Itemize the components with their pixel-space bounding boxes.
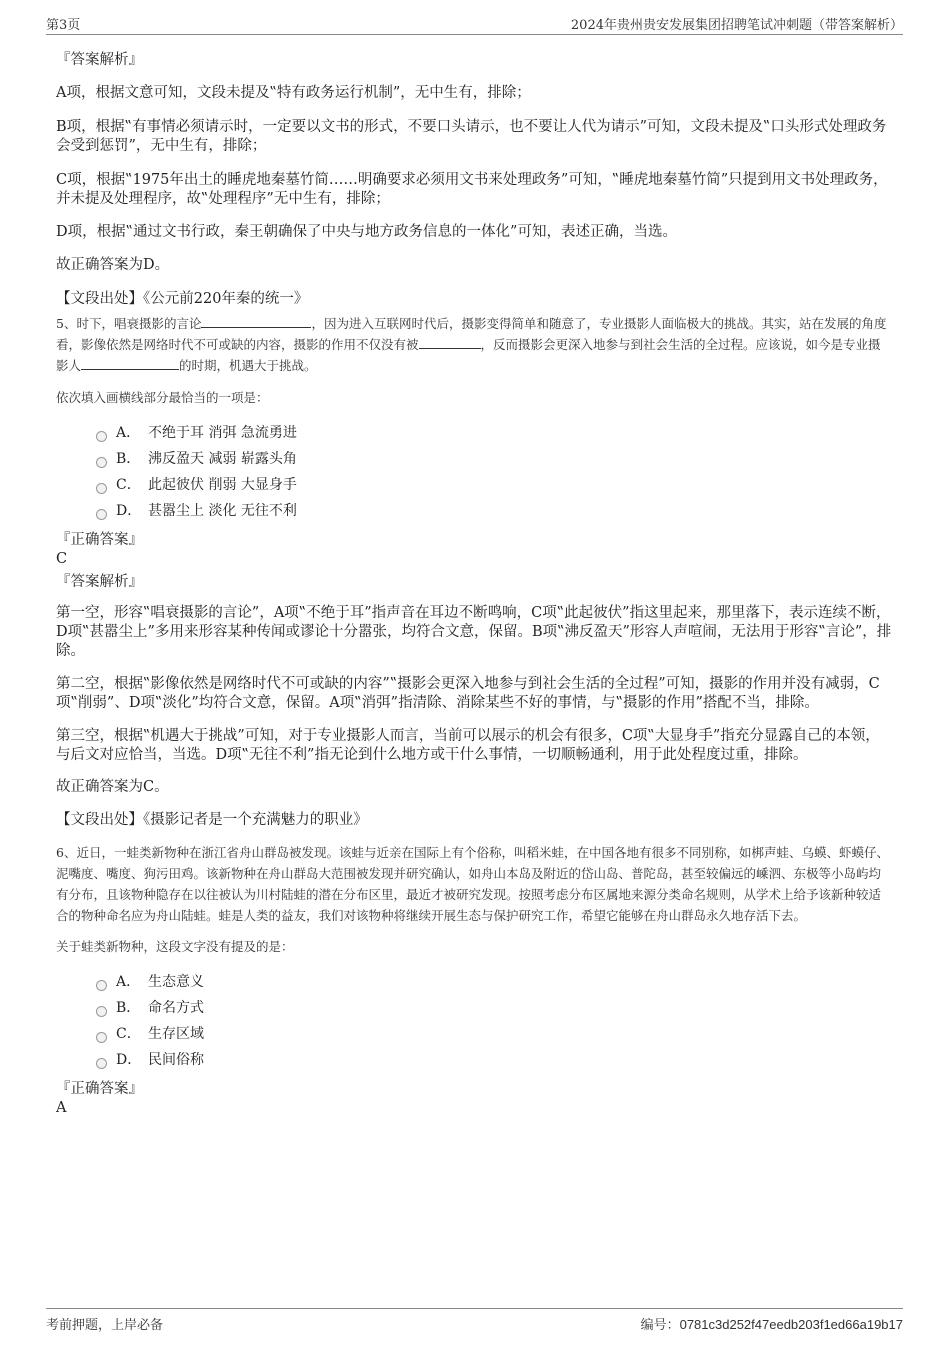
blank-1 (201, 315, 311, 328)
q4-analysis-c: C项，根据‟1975年出土的睡虎地秦墓竹简……明确要求必须用文书来处理政务”可知，‟睡虎地秦墓竹简”只提到用文书处理政务，并未提及处理程序，故‟处理程序”无中生有，排除； (56, 172, 888, 207)
q6-prompt: 关于蛙类新物种，这段文字没有提及的是： (56, 939, 294, 954)
q5-question-text: 5、时下，唱衰摄影的言论 ，因为进入互联网时代后，摄影变得简单和随意了，专业摄影人面临极大的挑战。其实，站在发展的角度看，影像依然是网络时代不可或缺的内容，摄影的作用不仅没有被 ，反而摄影会更深入地参与到社会生活的全过程。应该说，如今是专业摄影人 的时期，机遇大于挑战。 (56, 316, 887, 373)
document-body (56, 46, 892, 1117)
q5-analysis-1: 第一空，形容‟唱衰摄影的言论”，A项‟不绝于耳”指声音在耳边不断鸣响，C项‟此起彼伏”指这里起来，那里落下，表示连续不断，D项‟甚嚣尘上”多用来形容某种传闻或谬论十分嚣张，均符合文意，保留。B项‟沸反盈天”形容人声喧闹，无法用于形容‟言论”，排除。 (56, 605, 892, 659)
q4-analysis-d: D项，根据‟通过文书行政，秦王朝确保了中央与地方政务信息的一体化”可知，表述正确，当选。 (56, 224, 677, 240)
page-footer (0, 1308, 950, 1345)
blank-3 (81, 357, 179, 370)
radio-icon[interactable] (96, 483, 107, 494)
page-number: 第3页 (46, 18, 81, 33)
radio-icon[interactable] (96, 1058, 107, 1069)
q5-options (96, 420, 892, 524)
q5-prompt: 依次填入画横线部分最恰当的一项是： (56, 390, 269, 405)
q6-option-d[interactable]: D． 民间俗称 (96, 1047, 892, 1073)
q4-analysis-b: B项，根据‟有事情必须请示时，一定要以文书的形式，不要口头请示，也不要让人代为请示”可知，文段未提及‟口头形式处理政务会受到惩罚”，无中生有，排除； (56, 119, 887, 154)
footer-slogan: 考前押题，上岸必备 (46, 1318, 164, 1333)
q6-answer-label: 『正确答案』 (56, 1081, 143, 1097)
blank-2 (419, 336, 481, 349)
footer-divider (46, 1308, 903, 1309)
radio-icon[interactable] (96, 1032, 107, 1043)
q5-analysis-label: 『答案解析』 (56, 574, 143, 590)
q4-analysis-label: 『答案解析』 (56, 52, 143, 68)
q5-option-d[interactable]: D． 甚嚣尘上 淡化 无往不利 (96, 498, 892, 524)
radio-icon[interactable] (96, 1006, 107, 1017)
footer-serial: 编号：0781c3d252f47eedb203f1ed66a19b17 (640, 1317, 903, 1333)
q6-option-b[interactable]: B． 命名方式 (96, 995, 892, 1021)
page-header (0, 0, 950, 34)
q6-option-c[interactable]: C． 生存区域 (96, 1021, 892, 1047)
header-divider (46, 34, 903, 35)
q4-source: 【文段出处】《公元前220年秦的统一》 (56, 291, 309, 307)
radio-icon[interactable] (96, 980, 107, 991)
q5-analysis-2: 第二空，根据‟影像依然是网络时代不可或缺的内容”‟摄影会更深入地参与到社会生活的全过程”可知，摄影的作用并没有减弱，C项‟削弱”、D项‟淡化”均符合文意，保留。A项‟消弭”指清除、消除某些不好的事情，与‟摄影的作用”搭配不当，排除。 (56, 676, 880, 711)
q5-option-b[interactable]: B． 沸反盈天 减弱 崭露头角 (96, 446, 892, 472)
q6-question-text: 6、近日，一蛙类新物种在浙江省舟山群岛被发现。该蛙与近亲在国际上有个俗称，叫稻米蛙，在中国各地有很多不同别称，如梆声蛙、乌蟆、虾蟆仔、泥嘴度、嘴度、狗污田鸡。该新物种在舟山群岛大范围被发现并研究确认，如舟山本岛及附近的岱山岛、普陀岛，甚至较偏远的嵊泗、东极等小岛屿均有分布，且该物种隐存在以往被认为川村陆蛙的潜在分布区里，最近才被研究发现。按照考虑分布区属地来源分类命名规则，从学术上给予该新种较适合的物种命名应为舟山陆蛙。蛙是人类的益友，我们对该物种将继续开展生态与保护研究工作，希望它能够在舟山群岛永久地存活下去。 (56, 845, 889, 923)
radio-icon[interactable] (96, 431, 107, 442)
q6-options (96, 969, 892, 1073)
q6-answer: A (56, 1100, 67, 1116)
q5-option-a[interactable]: A． 不绝于耳 消弭 急流勇进 (96, 420, 892, 446)
radio-icon[interactable] (96, 457, 107, 468)
radio-icon[interactable] (96, 509, 107, 520)
q5-analysis-3: 第三空，根据‟机遇大于挑战”可知，对于专业摄影人而言，当前可以展示的机会有很多，C项‟大显身手”指充分显露自己的本领，与后文对应恰当，当选。D项‟无往不利”指无论到什么地方或干什么事情，一切顺畅通利，用于此处程度过重，排除。 (56, 728, 880, 763)
q5-source: 【文段出处】《摄影记者是一个充满魅力的职业》 (56, 812, 368, 828)
q5-option-c[interactable]: C． 此起彼伏 削弱 大显身手 (96, 472, 892, 498)
q5-conclusion: 故正确答案为C。 (56, 779, 169, 795)
document-title: 2024年贵州贵安发展集团招聘笔试冲刺题（带答案解析） (570, 18, 903, 33)
q4-analysis-a: A项，根据文意可知，文段未提及‟特有政务运行机制”，无中生有，排除； (56, 85, 531, 101)
q5-answer: C (56, 551, 68, 567)
q5-answer-label: 『正确答案』 (56, 532, 143, 548)
q4-conclusion: 故正确答案为D。 (56, 257, 170, 273)
q6-option-a[interactable]: A． 生态意义 (96, 969, 892, 995)
